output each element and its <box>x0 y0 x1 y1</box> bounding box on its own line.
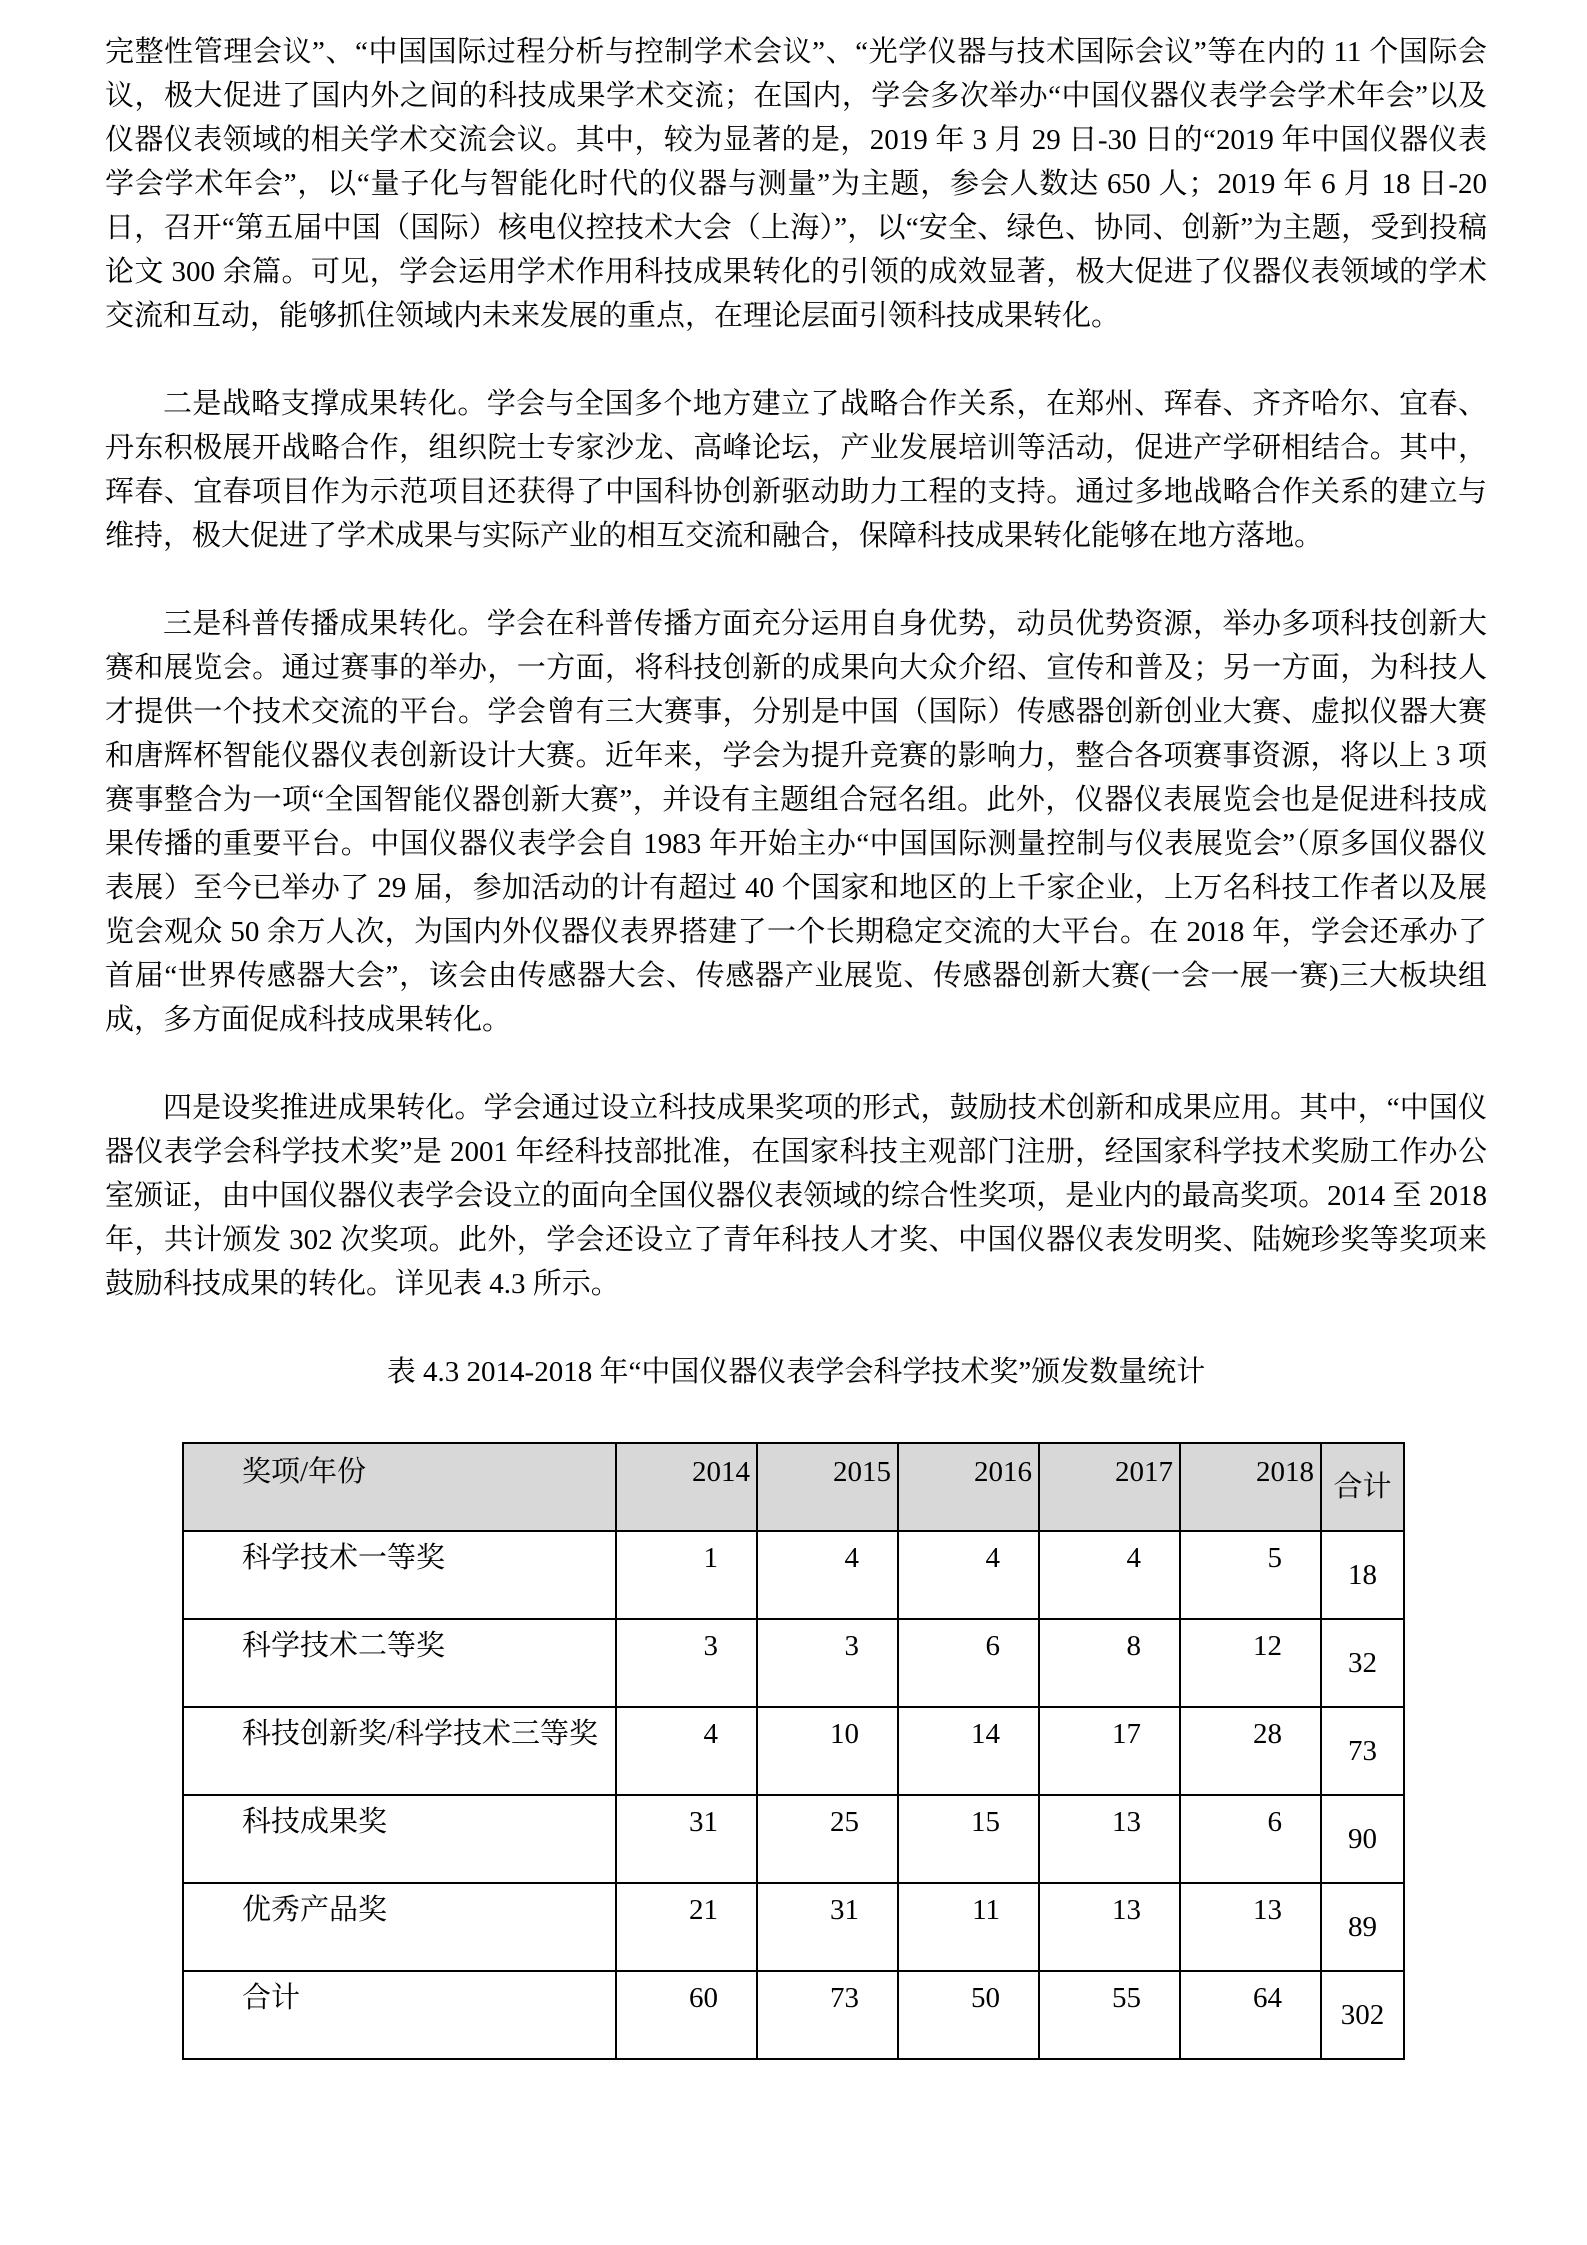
year-2015-cell: 31 <box>757 1883 898 1971</box>
year-2017-cell: 4 <box>1039 1531 1180 1619</box>
table-row <box>183 1531 1404 1619</box>
year-2014-cell: 21 <box>616 1883 757 1971</box>
award-name-cell: 合计 <box>183 1971 616 2059</box>
year-2014-cell: 1 <box>616 1531 757 1619</box>
table-row <box>183 1619 1404 1707</box>
year-2017-cell: 13 <box>1039 1883 1180 1971</box>
table-caption: 表 4.3 2014-2018 年“中国仪器仪表学会科学技术奖”颁发数量统计 <box>386 1356 1206 1388</box>
header-award-year-cell: 奖项/年份 <box>183 1443 616 1531</box>
year-2018-cell: 5 <box>1180 1531 1321 1619</box>
header-2014-cell: 2014 <box>616 1443 757 1531</box>
award-name-cell: 科技创新奖/科学技术三等奖 <box>183 1707 616 1795</box>
award-name-cell: 科学技术二等奖 <box>183 1619 616 1707</box>
year-2017-cell: 13 <box>1039 1795 1180 1883</box>
year-2016-cell: 50 <box>898 1971 1039 2059</box>
total-cell: 89 <box>1321 1883 1404 1971</box>
header-total-cell: 合计 <box>1321 1443 1404 1531</box>
year-2014-cell: 4 <box>616 1707 757 1795</box>
body-paragraph-2: 二是战略支撑成果转化。学会与全国多个地方建立了战略合作关系，在郑州、珲春、齐齐哈尔、宜春、丹东积极展开战略合作，组织院士专家沙龙、高峰论坛，产业发展培训等活动，促进产学研相结合。其中，珲春、宜春项目作为示范项目还获得了中国科协创新驱动助力工程的支持。通过多地战略合作关系的建立与维持，极大促进了学术成果与实际产业的相互交流和融合，保障科技成果转化能够在地方落地。 <box>105 388 1487 552</box>
year-2014-cell: 3 <box>616 1619 757 1707</box>
header-2016-cell: 2016 <box>898 1443 1039 1531</box>
year-2018-cell: 13 <box>1180 1883 1321 1971</box>
year-2018-cell: 12 <box>1180 1619 1321 1707</box>
year-2015-cell: 4 <box>757 1531 898 1619</box>
header-2015-cell: 2015 <box>757 1443 898 1531</box>
total-cell: 32 <box>1321 1619 1404 1707</box>
body-paragraph-1: 完整性管理会议”、“中国国际过程分析与控制学术会议”、“光学仪器与技术国际会议”等在内的 11 个国际会议，极大促进了国内外之间的科技成果学术交流；在国内，学会多次举办“中国仪器仪表学会学术年会”以及仪器仪表领域的相关学术交流会议。其中，较为显著的是，2019 年 3 月 29 日-30 日的“2019 年中国仪器仪表学会学术年会”，以“量子化与智能化时代的仪器与测量”为主题，参会人数达 650 人；2019 年 6 月 18 日-20 日，召开“第五届中国（国际）核电仪控技术大会（上海）”，以“安全、绿色、协同、创新”为主题，受到投稿论文 300 余篇。可见，学会运用学术作用科技成果转化的引领的成效显著，极大促进了仪器仪表领域的学术交流和互动，能够抓住领域内未来发展的重点，在理论层面引领科技成果转化。 <box>105 36 1487 332</box>
year-2017-cell: 17 <box>1039 1707 1180 1795</box>
year-2015-cell: 73 <box>757 1971 898 2059</box>
year-2018-cell: 64 <box>1180 1971 1321 2059</box>
award-name-cell: 科学技术一等奖 <box>183 1531 616 1619</box>
header-2018-cell: 2018 <box>1180 1443 1321 1531</box>
year-2016-cell: 14 <box>898 1707 1039 1795</box>
year-2016-cell: 11 <box>898 1883 1039 1971</box>
year-2018-cell: 28 <box>1180 1707 1321 1795</box>
year-2016-cell: 15 <box>898 1795 1039 1883</box>
year-2014-cell: 31 <box>616 1795 757 1883</box>
year-2018-cell: 6 <box>1180 1795 1321 1883</box>
year-2016-cell: 6 <box>898 1619 1039 1707</box>
year-2015-cell: 10 <box>757 1707 898 1795</box>
year-2015-cell: 3 <box>757 1619 898 1707</box>
header-2017-cell: 2017 <box>1039 1443 1180 1531</box>
body-paragraph-3: 三是科普传播成果转化。学会在科普传播方面充分运用自身优势，动员优势资源，举办多项科技创新大赛和展览会。通过赛事的举办，一方面，将科技创新的成果向大众介绍、宣传和普及；另一方面，为科技人才提供一个技术交流的平台。学会曾有三大赛事，分别是中国（国际）传感器创新创业大赛、虚拟仪器大赛和唐辉杯智能仪器仪表创新设计大赛。近年来，学会为提升竞赛的影响力，整合各项赛事资源，将以上 3 项赛事整合为一项“全国智能仪器创新大赛”，并设有主题组合冠名组。此外，仪器仪表展览会也是促进科技成果传播的重要平台。中国仪器仪表学会自 1983 年开始主办“中国国际测量控制与仪表展览会”（原多国仪器仪表展）至今已举办了 29 届，参加活动的计有超过 40 个国家和地区的上千家企业，上万名科技工作者以及展览会观众 50 余万人次，为国内外仪器仪表界搭建了一个长期稳定交流的大平台。在 2018 年，学会还承办了首届“世界传感器大会”，该会由传感器大会、传感器产业展览、传感器创新大赛(一会一展一赛)三大板块组成，多方面促成科技成果转化。 <box>105 608 1487 1036</box>
awards-table <box>182 1442 1405 2060</box>
total-cell: 302 <box>1321 1971 1404 2059</box>
table-row <box>183 1795 1404 1883</box>
award-name-cell: 科技成果奖 <box>183 1795 616 1883</box>
table-row <box>183 1883 1404 1971</box>
total-cell: 18 <box>1321 1531 1404 1619</box>
year-2017-cell: 55 <box>1039 1971 1180 2059</box>
year-2017-cell: 8 <box>1039 1619 1180 1707</box>
total-cell: 90 <box>1321 1795 1404 1883</box>
year-2014-cell: 60 <box>616 1971 757 2059</box>
total-cell: 73 <box>1321 1707 1404 1795</box>
award-name-cell: 优秀产品奖 <box>183 1883 616 1971</box>
year-2015-cell: 25 <box>757 1795 898 1883</box>
table-row <box>183 1707 1404 1795</box>
year-2016-cell: 4 <box>898 1531 1039 1619</box>
table-row <box>183 1971 1404 2059</box>
body-paragraph-4: 四是设奖推进成果转化。学会通过设立科技成果奖项的形式，鼓励技术创新和成果应用。其中，“中国仪器仪表学会科学技术奖”是 2001 年经科技部批准，在国家科技主观部门注册，经国家科学技术奖励工作办公室颁证，由中国仪器仪表学会设立的面向全国仪器仪表领域的综合性奖项，是业内的最高奖项。2014 至 2018 年，共计颁发 302 次奖项。此外，学会还设立了青年科技人才奖、中国仪器仪表发明奖、陆婉珍奖等奖项来鼓励科技成果的转化。详见表 4.3 所示。 <box>105 1092 1487 1300</box>
table-header-row <box>183 1443 1404 1531</box>
